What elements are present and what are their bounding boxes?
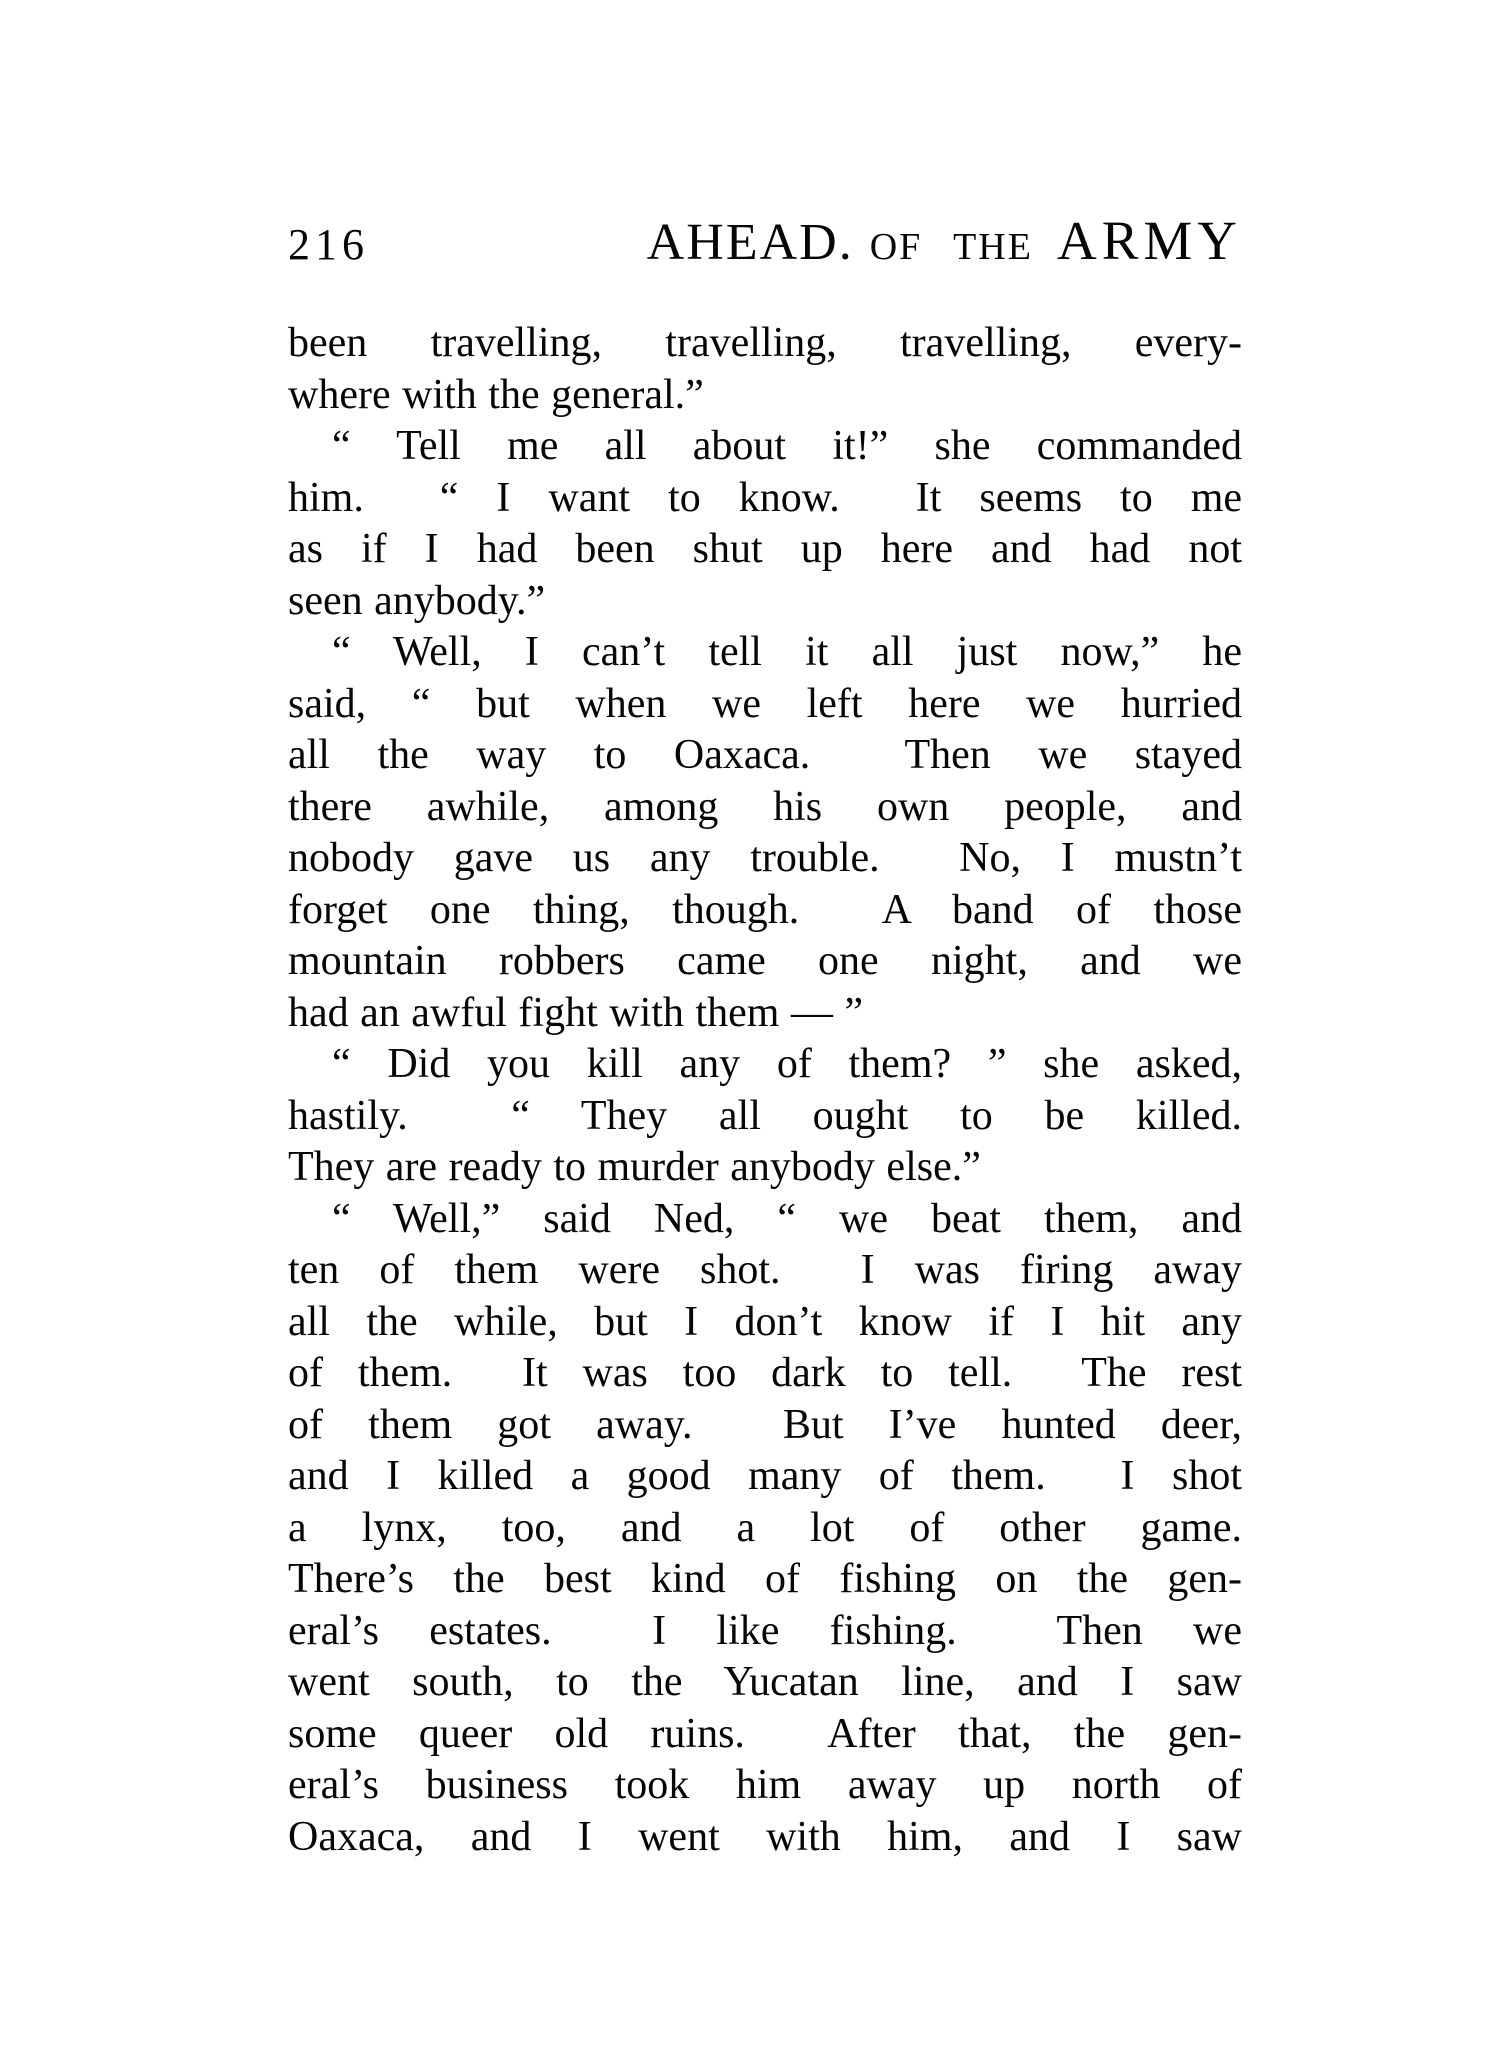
- text-line: “ Well,” said Ned, “ we beat them, and: [332, 1195, 1242, 1242]
- text-line: They are ready to murder anybody else.”: [288, 1144, 981, 1190]
- page-number: 216: [288, 220, 369, 269]
- text-line: there awhile, among his own people, and: [288, 783, 1242, 830]
- text-line: of them got away. But I’ve hunted deer,: [288, 1401, 1242, 1448]
- paragraph: [288, 421, 1242, 627]
- text-line: forget one thing, though. A band of those: [288, 886, 1242, 933]
- paragraph: [288, 1194, 1242, 1864]
- paragraph: [288, 1039, 1242, 1194]
- text-line: Oaxaca, and I went with him, and I saw: [288, 1813, 1242, 1860]
- text-line: had an awful fight with them — ”: [288, 989, 864, 1036]
- text-line: nobody gave us any trouble. No, I mustn’t: [288, 835, 1242, 881]
- text-line: There’s the best kind of fishing on the gen-: [288, 1556, 1242, 1602]
- text-line: eral’s estates. I like fishing. Then we: [288, 1607, 1242, 1654]
- paragraph: [288, 627, 1242, 1039]
- running-head-army: ARMY: [1056, 210, 1242, 271]
- text-line: all the while, but I don’t know if I hit any: [288, 1298, 1242, 1345]
- text-line: went south, to the Yucatan line, and I saw: [288, 1659, 1242, 1705]
- running-head-ahead: AHEAD.: [646, 214, 854, 271]
- text-line: and I killed a good many of them. I shot: [288, 1453, 1242, 1499]
- text-line: ten of them were shot. I was firing away: [288, 1247, 1242, 1293]
- text-line: as if I had been shut up here and had not: [288, 526, 1242, 572]
- text-line: said, “ but when we left here we hurried: [288, 680, 1242, 727]
- text-line: “ Tell me all about it!” she commanded: [332, 423, 1242, 469]
- text-line: a lynx, too, and a lot of other game.: [288, 1504, 1242, 1551]
- text-line: mountain robbers came one night, and we: [288, 938, 1242, 984]
- text-line: where with the general.”: [288, 371, 704, 418]
- text-line: of them. It was too dark to tell. The rest: [288, 1350, 1242, 1396]
- running-head: [646, 210, 1242, 271]
- running-head-of-the: OF THE: [869, 226, 1033, 268]
- text-line: all the way to Oaxaca. Then we stayed: [288, 732, 1242, 778]
- text-line: seen anybody.”: [288, 577, 546, 624]
- text-line: eral’s business took him away up north of: [288, 1762, 1242, 1808]
- text-line: been travelling, travelling, travelling, every-: [288, 320, 1242, 366]
- text-line: “ Well, I can’t tell it all just now,” he: [332, 629, 1242, 675]
- text-line: some queer old ruins. After that, the gen-: [288, 1710, 1242, 1757]
- paragraph: [288, 318, 1242, 421]
- page-header: [288, 210, 1242, 271]
- page-text: [288, 318, 1242, 1863]
- text-line: him. “ I want to know. It seems to me: [288, 474, 1242, 521]
- text-line: hastily. “ They all ought to be killed.: [288, 1092, 1242, 1139]
- text-line: “ Did you kill any of them? ” she asked,: [332, 1041, 1242, 1087]
